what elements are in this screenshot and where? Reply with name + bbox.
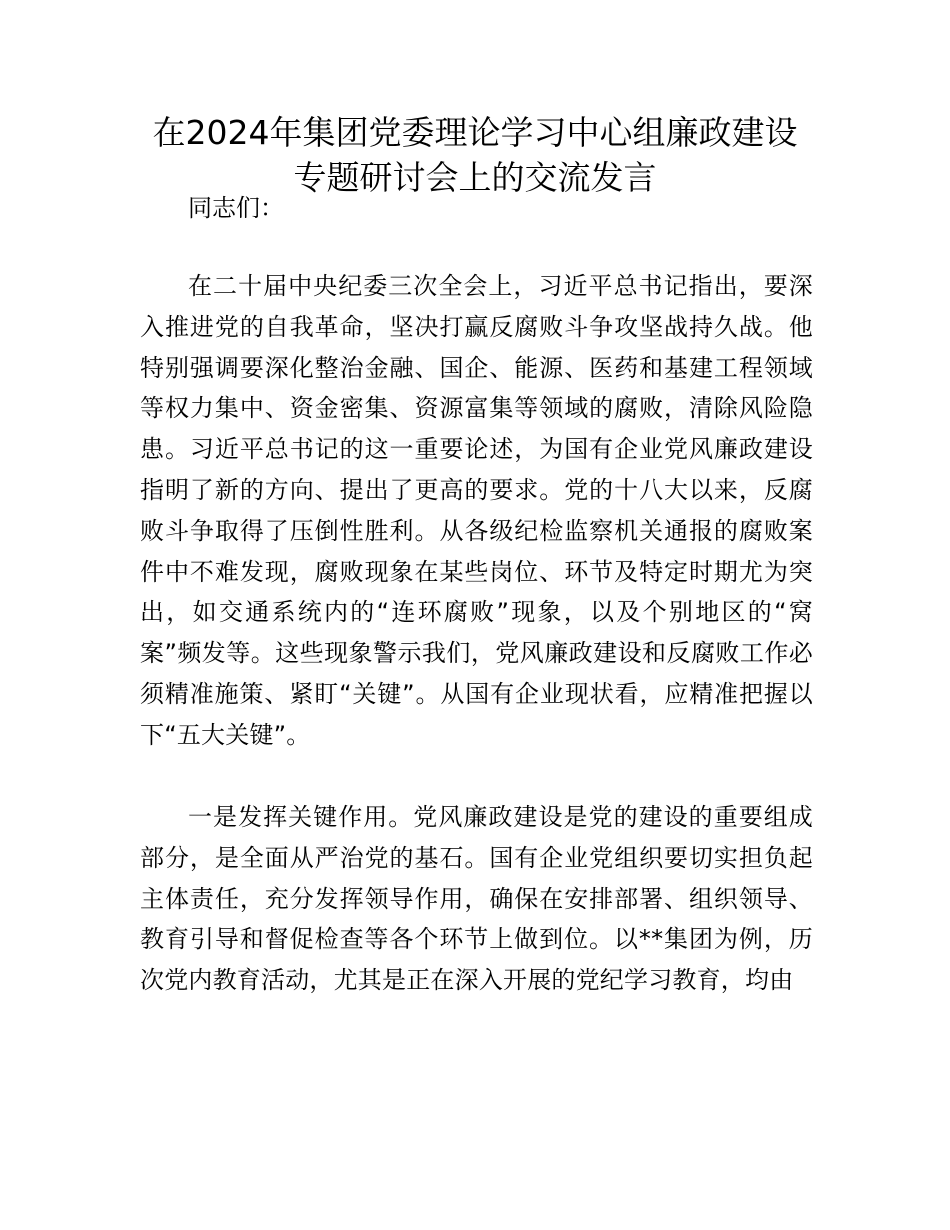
paragraph-1: 在二十届中央纪委三次全会上，习近平总书记指出，要深入推进党的自我革命，坚决打赢反腐败斗争攻坚战持久战。他特别强调要深化整治金融、国企、能源、医药和基建工程领域等权力集中、资金密集、资源富集等领域的腐败，清除风险隐患。习近平总书记的这一重要论述，为国有企业党风廉政建设指明了新的方向、提出了更高的要求。党的十八大以来，反腐败斗争取得了压倒性胜利。从各级纪检监察机关通报的腐败案件中不难发现，腐败现象在某些岗位、环节及特定时期尤为突出，如交通系统内的“连环腐败”现象，以及个别地区的“窝案”频发等。这些现象警示我们，党风廉政建设和反腐败工作必须精准施策、紧盯“关键”。从国有企业现状看，应精准把握以下“五大关键”。: [140, 272, 813, 749]
paragraph-2: 一是发挥关键作用。党风廉政建设是党的建设的重要组成部分，是全面从严治党的基石。国有企业党组织要切实担负起主体责任，充分发挥领导作用，确保在安排部署、组织领导、教育引导和督促检查等各个环节上做到位。以**集团为例，历次党内教育活动，尤其是正在深入开展的党纪学习教育，均由: [140, 803, 813, 995]
paragraph-2-container: [140, 797, 813, 1001]
document-title-line-2: 专题研讨会上的交流发言: [293, 158, 657, 197]
paragraph-1-container: [140, 266, 813, 756]
document-title-line-1: 在2024年集团党委理论学习中心组廉政建设: [152, 113, 798, 152]
greeting: 同志们：: [188, 194, 284, 222]
